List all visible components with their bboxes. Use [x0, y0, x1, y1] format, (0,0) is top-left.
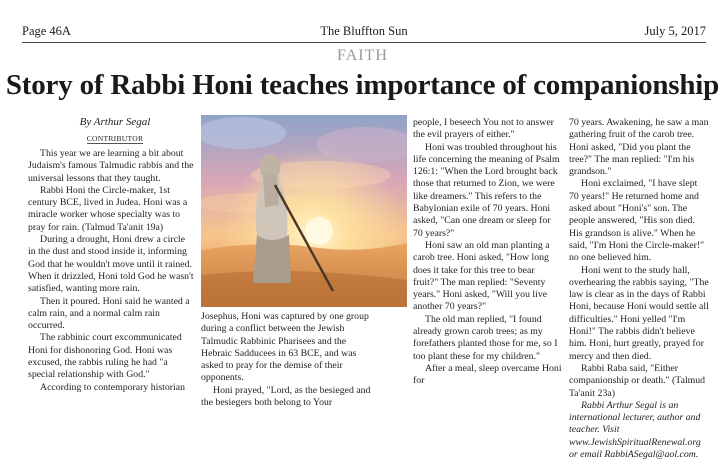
page-number: Page 46A: [22, 24, 71, 38]
paragraph: According to contemporary historian: [40, 381, 186, 393]
paragraph: Honi exclaimed, "I have slept 70 years!" He returned home and asked about "Honi's" son. The people answered, "His son died. His grandson is alive." When he said, "I'm Honi the Circle-maker!" no one believed him.: [569, 178, 705, 264]
paragraph: Honi prayed, "Lord, as the besieged and the besiegers both belong to Your: [201, 384, 371, 409]
author-name: By Arthur Segal: [79, 116, 151, 128]
paragraph: After a meal, sleep overcame Honi for: [413, 362, 562, 387]
paragraph: Rabbi Honi the Circle-maker, 1st century BCE, lived in Judea. Honi was a miracle worker whose specialty was to pray for rain. (Talmud Ta'anit 19a): [28, 184, 188, 233]
paragraph: Honi was troubled throughout his life concerning the meaning of Psalm 126:1: "When the Lord brought back those that returned to Zion, we were like dreamers." This refers to the Babylonian exile of 70 years. Honi asked, "Can one dream or sleep for 70 years?": [413, 141, 560, 239]
article-column-2: [201, 311, 371, 409]
headline: Story of Rabbi Honi teaches importance of companionship: [5, 69, 720, 101]
illustration-honi-image: [201, 115, 407, 307]
paragraph: people, I beseech You not to answer the evil prayers of either.": [413, 117, 554, 141]
paragraph: This year we are learning a bit about Judaism's famous Talmudic rabbis and the universal lessons that they taught.: [28, 148, 194, 184]
issue-date: July 5, 2017: [644, 24, 706, 38]
newspaper-name: The Bluffton Sun: [320, 24, 408, 38]
illustration-honi: [201, 115, 407, 307]
paragraph: The old man replied, "I found already grown carob trees; as my forefathers planted those for me, so I too plant these for my children.": [413, 313, 558, 362]
author-bio: Rabbi Arthur Segal is an international lecturer, author and teacher. Visit www.JewishSpiritualRenewal.org or email RabbiASegal@aol.com.: [569, 399, 701, 461]
paragraph: During a drought, Honi drew a circle in the dust and stood inside it, informing God that he wouldn't move until it rained. When it drizzled, Honi told God he wasn't satisfied, wanting more rain.: [28, 234, 194, 295]
section-label: FAITH: [337, 47, 388, 64]
paragraph: Honi saw an old man planting a carob tree. Honi asked, "How long does it take for this tree to bear fruit?" The man replied: "Seventy years." Honi asked, "Will you live another 70 years?": [413, 239, 550, 313]
article-column-3: [413, 117, 562, 388]
masthead-rule: [22, 42, 706, 43]
paragraph: Honi went to the study hall, overhearing the rabbis saying, "The law is clear as in the days of Rabbi Honi, because Honi would settle all difficulties." Honi yelled "I'm Honi!" The rabbis didn't believe him. Honi, hurt greatly, prayed for mercy and then died.: [569, 264, 709, 362]
paragraph: Rabbi Raba said, "Either companionship or death." (Talmud Ta'anit 23a): [569, 362, 706, 399]
paragraph: Josephus, Honi was captured by one group during a conflict between the Jewish Talmudic Rabbinic Pharisees and the Hebraic Sadducees in 63 BCE, and was asked to pray for the demise of their opponents.: [201, 311, 369, 384]
article-column-4: [569, 117, 709, 461]
paragraph: The rabbinic court excommunicated Honi for dishonoring God. Honi was excused, the rabbis ruling he had "a special relationship with God.": [28, 332, 182, 381]
paragraph: Then it poured. Honi said he wanted a calm rain, and a normal calm rain occurred.: [28, 295, 190, 332]
paragraph: 70 years. Awakening, he saw a man gathering fruit of the carob tree. Honi asked, "Did you plant the tree?" The man replied: "I'm his grandson.": [569, 117, 709, 178]
article-column-1: [28, 148, 195, 394]
byline: [45, 116, 185, 146]
masthead: [22, 24, 706, 42]
author-role: CONTRIBUTOR: [86, 134, 144, 143]
